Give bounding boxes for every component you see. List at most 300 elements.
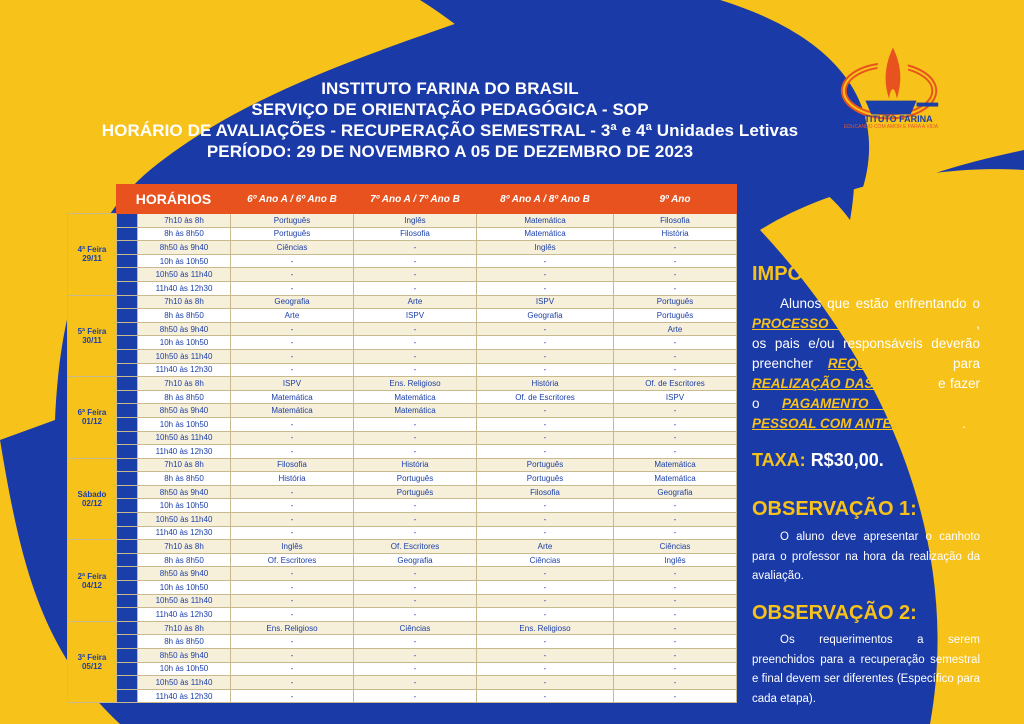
- header-horarios: HORÁRIOS: [117, 185, 231, 214]
- period-number: 1º: [117, 458, 138, 472]
- link-requerimento[interactable]: REQUERIMENTO: [827, 356, 938, 371]
- table-row: [68, 349, 737, 363]
- subject-8ano: -: [477, 594, 614, 608]
- time-slot: 8h50 às 9h40: [138, 241, 231, 255]
- subject-9ano: -: [614, 349, 737, 363]
- subject-8ano: -: [477, 581, 614, 595]
- table-row: [68, 404, 737, 418]
- period-number: 2º: [117, 227, 138, 241]
- time-slot: 10h às 10h50: [138, 254, 231, 268]
- time-slot: 8h às 8h50: [138, 553, 231, 567]
- logo-name: INSTITUTO FARINA: [849, 114, 933, 124]
- subject-6ano: Ciências: [231, 241, 354, 255]
- subject-8ano: Of. de Escritores: [477, 390, 614, 404]
- subject-9ano: Geografia: [614, 485, 737, 499]
- subject-7ano: -: [354, 513, 477, 527]
- subject-7ano: -: [354, 635, 477, 649]
- taxa-value: R$30,00.: [810, 450, 884, 470]
- important-p4: e fazer o: [752, 376, 980, 411]
- header-6ano: 6º Ano A / 6º Ano B: [231, 185, 354, 214]
- subject-6ano: -: [231, 581, 354, 595]
- subject-8ano: Português: [477, 458, 614, 472]
- time-slot: 11h40 às 12h30: [138, 445, 231, 459]
- subject-6ano: Português: [231, 214, 354, 228]
- period-number: 1º: [117, 540, 138, 554]
- time-slot: 8h50 às 9h40: [138, 404, 231, 418]
- subject-9ano: -: [614, 567, 737, 581]
- subject-8ano: Ciências: [477, 553, 614, 567]
- subject-8ano: -: [477, 322, 614, 336]
- subject-9ano: Of. de Escritores: [614, 377, 737, 391]
- subject-6ano: -: [231, 567, 354, 581]
- important-p5: .: [962, 416, 966, 431]
- header-line-3: HORÁRIO DE AVALIAÇÕES - RECUPERAÇÃO SEMESTRAL - 3ª e 4ª Unidades Letivas: [101, 121, 799, 140]
- table-row: [68, 581, 737, 595]
- time-slot: 8h50 às 9h40: [138, 322, 231, 336]
- period-number: 1º: [117, 295, 138, 309]
- subject-8ano: -: [477, 281, 614, 295]
- time-slot: 10h às 10h50: [138, 336, 231, 350]
- period-number: 6º: [117, 445, 138, 459]
- period-number: 6º: [117, 526, 138, 540]
- period-number: 1º: [117, 621, 138, 635]
- table-row: [68, 417, 737, 431]
- table-row: [68, 608, 737, 622]
- subject-6ano: Ens. Religioso: [231, 621, 354, 635]
- subject-9ano: -: [614, 662, 737, 676]
- subject-7ano: Of. Escritores: [354, 540, 477, 554]
- table-row: [68, 268, 737, 282]
- important-p1: Alunos que estão enfrentando o: [780, 296, 980, 311]
- time-slot: 8h às 8h50: [138, 635, 231, 649]
- day-label: [68, 214, 117, 296]
- table-header-row: [68, 185, 737, 214]
- table-row: [68, 254, 737, 268]
- subject-7ano: Geografia: [354, 553, 477, 567]
- day-date: 05/12: [81, 662, 103, 672]
- period-number: 5º: [117, 676, 138, 690]
- schedule-table: [67, 184, 737, 703]
- subject-6ano: ISPV: [231, 377, 354, 391]
- table-row: [68, 336, 737, 350]
- obs1-title: OBSERVAÇÃO 1:: [752, 498, 917, 520]
- subject-6ano: -: [231, 662, 354, 676]
- time-slot: 7h10 às 8h: [138, 540, 231, 554]
- subject-7ano: -: [354, 594, 477, 608]
- day-date: 04/12: [81, 580, 103, 590]
- subject-7ano: -: [354, 322, 477, 336]
- day-name: Sábado: [77, 489, 107, 499]
- subject-7ano: Português: [354, 485, 477, 499]
- header: [90, 78, 810, 162]
- table-row: [68, 649, 737, 663]
- time-slot: 8h50 às 9h40: [138, 649, 231, 663]
- period-number: 6º: [117, 608, 138, 622]
- obs2-text: Os requerimentos a serem preenchidos para a recuperação semestral e final devem ser diferentes (Específico para cada etapa).: [752, 634, 980, 705]
- subject-6ano: -: [231, 635, 354, 649]
- subject-8ano: -: [477, 649, 614, 663]
- obs1-text: O aluno deve apresentar o canhoto para o professor na hora da realização da avaliação.: [752, 531, 980, 582]
- time-slot: 11h40 às 12h30: [138, 689, 231, 703]
- period-number: 3º: [117, 404, 138, 418]
- subject-6ano: -: [231, 336, 354, 350]
- period-number: 2º: [117, 635, 138, 649]
- day-date: 29/11: [82, 254, 102, 264]
- subject-9ano: -: [614, 268, 737, 282]
- table-row: [68, 309, 737, 323]
- subject-9ano: -: [614, 526, 737, 540]
- day-name: 2ª Feira: [77, 571, 107, 581]
- time-slot: 11h40 às 12h30: [138, 363, 231, 377]
- period-number: 2º: [117, 390, 138, 404]
- period-number: 4º: [117, 581, 138, 595]
- table-row: [68, 499, 737, 513]
- time-slot: 8h às 8h50: [138, 472, 231, 486]
- taxa-label: TAXA:: [752, 450, 806, 470]
- header-7ano: 7º Ano A / 7º Ano B: [354, 185, 477, 214]
- subject-9ano: Ciências: [614, 540, 737, 554]
- link-processo-recuperacao[interactable]: PROCESSO DE RECUPERAÇÃO: [752, 316, 977, 331]
- table-row: [68, 553, 737, 567]
- subject-8ano: -: [477, 635, 614, 649]
- time-slot: 11h40 às 12h30: [138, 526, 231, 540]
- period-number: 5º: [117, 513, 138, 527]
- subject-6ano: -: [231, 417, 354, 431]
- subject-7ano: -: [354, 241, 477, 255]
- subject-6ano: -: [231, 254, 354, 268]
- subject-7ano: Arte: [354, 295, 477, 309]
- subject-8ano: Matemática: [477, 227, 614, 241]
- time-slot: 8h às 8h50: [138, 309, 231, 323]
- subject-8ano: -: [477, 608, 614, 622]
- table-row: [68, 513, 737, 527]
- subject-8ano: -: [477, 526, 614, 540]
- subject-8ano: -: [477, 268, 614, 282]
- period-number: 4º: [117, 662, 138, 676]
- subject-8ano: -: [477, 499, 614, 513]
- subject-8ano: História: [477, 377, 614, 391]
- table-row: [68, 689, 737, 703]
- subject-9ano: História: [614, 227, 737, 241]
- subject-8ano: -: [477, 676, 614, 690]
- period-number: 1º: [117, 377, 138, 391]
- subject-9ano: -: [614, 608, 737, 622]
- subject-9ano: -: [614, 689, 737, 703]
- day-date: 02/12: [81, 498, 103, 508]
- table-row: [68, 322, 737, 336]
- subject-9ano: -: [614, 254, 737, 268]
- important-title: IMPORTANTE:: [752, 263, 890, 285]
- subject-7ano: História: [354, 458, 477, 472]
- subject-7ano: -: [354, 336, 477, 350]
- table-row: [68, 295, 737, 309]
- subject-6ano: -: [231, 349, 354, 363]
- subject-7ano: Ciências: [354, 621, 477, 635]
- time-slot: 10h às 10h50: [138, 499, 231, 513]
- subject-6ano: Arte: [231, 309, 354, 323]
- time-slot: 10h50 às 11h40: [138, 431, 231, 445]
- period-number: 6º: [117, 689, 138, 703]
- table-row: [68, 431, 737, 445]
- time-slot: 10h às 10h50: [138, 581, 231, 595]
- subject-8ano: -: [477, 336, 614, 350]
- day-label: [68, 458, 117, 540]
- period-number: 4º: [117, 417, 138, 431]
- period-number: 3º: [117, 322, 138, 336]
- subject-7ano: -: [354, 662, 477, 676]
- subject-6ano: -: [231, 689, 354, 703]
- time-slot: 11h40 às 12h30: [138, 281, 231, 295]
- subject-8ano: Português: [477, 472, 614, 486]
- subject-9ano: -: [614, 621, 737, 635]
- time-slot: 10h50 às 11h40: [138, 268, 231, 282]
- time-slot: 8h às 8h50: [138, 390, 231, 404]
- subject-8ano: -: [477, 363, 614, 377]
- subject-9ano: -: [614, 281, 737, 295]
- header-line-1: INSTITUTO FARINA DO BRASIL: [321, 79, 579, 98]
- subject-6ano: -: [231, 594, 354, 608]
- period-number: 5º: [117, 268, 138, 282]
- subject-9ano: -: [614, 417, 737, 431]
- period-number: 4º: [117, 336, 138, 350]
- subject-8ano: Arte: [477, 540, 614, 554]
- subject-7ano: -: [354, 349, 477, 363]
- subject-9ano: Matemática: [614, 458, 737, 472]
- table-row: [68, 445, 737, 459]
- period-number: 4º: [117, 254, 138, 268]
- subject-9ano: -: [614, 431, 737, 445]
- subject-8ano: -: [477, 404, 614, 418]
- subject-7ano: -: [354, 281, 477, 295]
- table-row: [68, 377, 737, 391]
- subject-7ano: Ens. Religioso: [354, 377, 477, 391]
- table-row: [68, 363, 737, 377]
- subject-6ano: -: [231, 485, 354, 499]
- subject-9ano: -: [614, 336, 737, 350]
- time-slot: 7h10 às 8h: [138, 458, 231, 472]
- subject-7ano: -: [354, 417, 477, 431]
- period-number: 3º: [117, 241, 138, 255]
- subject-8ano: -: [477, 513, 614, 527]
- subject-6ano: -: [231, 499, 354, 513]
- subject-9ano: -: [614, 404, 737, 418]
- important-text: [752, 294, 980, 434]
- time-slot: 10h às 10h50: [138, 417, 231, 431]
- time-slot: 8h50 às 9h40: [138, 567, 231, 581]
- subject-6ano: História: [231, 472, 354, 486]
- subject-9ano: Arte: [614, 322, 737, 336]
- table-row: [68, 241, 737, 255]
- table-row: [68, 594, 737, 608]
- time-slot: 10h50 às 11h40: [138, 676, 231, 690]
- subject-6ano: -: [231, 676, 354, 690]
- subject-6ano: -: [231, 431, 354, 445]
- time-slot: 7h10 às 8h: [138, 621, 231, 635]
- day-label: [68, 540, 117, 622]
- subject-8ano: Geografia: [477, 309, 614, 323]
- table-row: [68, 485, 737, 499]
- subject-8ano: -: [477, 445, 614, 459]
- taxa: [752, 450, 980, 471]
- period-number: 3º: [117, 649, 138, 663]
- subject-7ano: Inglês: [354, 214, 477, 228]
- subject-6ano: Filosofia: [231, 458, 354, 472]
- day-label: [68, 377, 117, 459]
- subject-9ano: Inglês: [614, 553, 737, 567]
- subject-6ano: Inglês: [231, 540, 354, 554]
- obs2-title: OBSERVAÇÃO 2:: [752, 602, 917, 624]
- subject-7ano: -: [354, 581, 477, 595]
- table-row: [68, 390, 737, 404]
- subject-6ano: Matemática: [231, 390, 354, 404]
- table-row: [68, 676, 737, 690]
- subject-7ano: -: [354, 608, 477, 622]
- table-row: [68, 567, 737, 581]
- time-slot: 8h às 8h50: [138, 227, 231, 241]
- subject-8ano: -: [477, 254, 614, 268]
- subject-9ano: -: [614, 499, 737, 513]
- table-row: [68, 458, 737, 472]
- subject-8ano: Inglês: [477, 241, 614, 255]
- subject-9ano: -: [614, 635, 737, 649]
- period-number: 6º: [117, 281, 138, 295]
- subject-7ano: -: [354, 649, 477, 663]
- subject-7ano: -: [354, 676, 477, 690]
- subject-8ano: Matemática: [477, 214, 614, 228]
- header-9ano: 9º Ano: [614, 185, 737, 214]
- time-slot: 11h40 às 12h30: [138, 608, 231, 622]
- subject-8ano: -: [477, 662, 614, 676]
- subject-6ano: Geografia: [231, 295, 354, 309]
- subject-7ano: ISPV: [354, 309, 477, 323]
- period-number: 5º: [117, 594, 138, 608]
- subject-8ano: -: [477, 417, 614, 431]
- subject-7ano: -: [354, 445, 477, 459]
- day-name: 3ª Feira: [77, 653, 107, 663]
- subject-7ano: Filosofia: [354, 227, 477, 241]
- table-row: [68, 472, 737, 486]
- subject-9ano: -: [614, 363, 737, 377]
- period-number: 2º: [117, 309, 138, 323]
- subject-6ano: Of. Escritores: [231, 553, 354, 567]
- period-number: 2º: [117, 553, 138, 567]
- day-date: 30/11: [82, 335, 102, 345]
- day-name: 4ª Feira: [77, 245, 107, 255]
- subject-6ano: Português: [231, 227, 354, 241]
- period-number: 5º: [117, 431, 138, 445]
- header-line-4: PERÍODO: 29 DE NOVEMBRO A 05 DE DEZEMBRO DE 2023: [206, 142, 694, 161]
- subject-9ano: Matemática: [614, 472, 737, 486]
- time-slot: 10h às 10h50: [138, 662, 231, 676]
- subject-6ano: -: [231, 322, 354, 336]
- period-number: 2º: [117, 472, 138, 486]
- subject-9ano: -: [614, 649, 737, 663]
- subject-9ano: Filosofia: [614, 214, 737, 228]
- subject-7ano: -: [354, 431, 477, 445]
- table-row: [68, 635, 737, 649]
- subject-6ano: -: [231, 268, 354, 282]
- time-slot: 10h50 às 11h40: [138, 513, 231, 527]
- time-slot: 7h10 às 8h: [138, 214, 231, 228]
- table-row: [68, 281, 737, 295]
- period-number: 4º: [117, 499, 138, 513]
- table-row: [68, 662, 737, 676]
- schedule-body: [68, 214, 737, 703]
- subject-7ano: -: [354, 499, 477, 513]
- subject-6ano: Matemática: [231, 404, 354, 418]
- time-slot: 10h50 às 11h40: [138, 594, 231, 608]
- period-number: 3º: [117, 567, 138, 581]
- subject-7ano: Matemática: [354, 404, 477, 418]
- day-date: 01/12: [81, 417, 103, 427]
- subject-7ano: -: [354, 526, 477, 540]
- subject-7ano: -: [354, 268, 477, 282]
- link-pagamento[interactable]: PAGAMENTO NO SETOR PESSOAL COM ANTECEDÊNCIA: [752, 396, 980, 431]
- time-slot: 8h50 às 9h40: [138, 485, 231, 499]
- time-slot: 7h10 às 8h: [138, 377, 231, 391]
- subject-7ano: Português: [354, 472, 477, 486]
- day-label: [68, 295, 117, 377]
- subject-6ano: -: [231, 445, 354, 459]
- subject-6ano: -: [231, 513, 354, 527]
- subject-9ano: -: [614, 445, 737, 459]
- subject-6ano: -: [231, 526, 354, 540]
- period-number: 1º: [117, 214, 138, 228]
- important-p3: para: [952, 356, 980, 371]
- subject-9ano: -: [614, 241, 737, 255]
- important-p2: , os pais e/ou responsáveis deverão preencher: [752, 316, 980, 371]
- subject-6ano: -: [231, 281, 354, 295]
- subject-7ano: Matemática: [354, 390, 477, 404]
- table-row: [68, 540, 737, 554]
- subject-8ano: -: [477, 349, 614, 363]
- subject-8ano: Ens. Religioso: [477, 621, 614, 635]
- subject-8ano: Filosofia: [477, 485, 614, 499]
- day-name: 5ª Feira: [77, 326, 107, 336]
- subject-6ano: -: [231, 363, 354, 377]
- subject-7ano: -: [354, 567, 477, 581]
- subject-8ano: ISPV: [477, 295, 614, 309]
- subject-7ano: -: [354, 254, 477, 268]
- time-slot: 10h50 às 11h40: [138, 349, 231, 363]
- subject-9ano: -: [614, 581, 737, 595]
- period-number: 5º: [117, 349, 138, 363]
- subject-9ano: -: [614, 513, 737, 527]
- logo-tagline: EDUCANDO COM AMOR E PARA A VIDA: [843, 124, 939, 130]
- table-row: [68, 526, 737, 540]
- table-row: [68, 214, 737, 228]
- subject-7ano: -: [354, 689, 477, 703]
- day-label: [68, 621, 117, 703]
- header-8ano: 8º Ano A / 8º Ano B: [477, 185, 614, 214]
- link-realizacao-provas[interactable]: REALIZAÇÃO DAS PROVAS: [752, 376, 934, 391]
- table-row: [68, 621, 737, 635]
- header-line-2: SERVIÇO DE ORIENTAÇÃO PEDAGÓGICA - SOP: [251, 100, 649, 119]
- subject-8ano: -: [477, 431, 614, 445]
- subject-9ano: ISPV: [614, 390, 737, 404]
- subject-9ano: Português: [614, 309, 737, 323]
- subject-9ano: -: [614, 676, 737, 690]
- period-number: 6º: [117, 363, 138, 377]
- subject-7ano: -: [354, 363, 477, 377]
- subject-8ano: -: [477, 567, 614, 581]
- period-number: 3º: [117, 485, 138, 499]
- subject-6ano: -: [231, 649, 354, 663]
- header-blank: [68, 185, 117, 214]
- subject-6ano: -: [231, 608, 354, 622]
- table-row: [68, 227, 737, 241]
- subject-9ano: Português: [614, 295, 737, 309]
